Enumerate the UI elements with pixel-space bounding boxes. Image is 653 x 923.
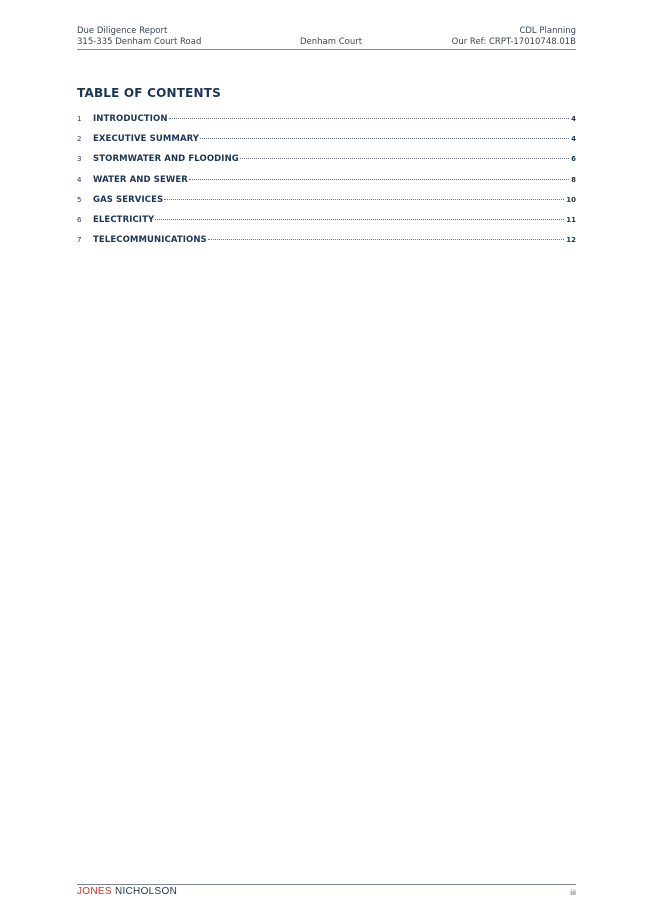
toc-leader-dots [200,138,569,139]
toc-entry-page[interactable]: 10 [566,195,576,204]
toc-leader-dots [169,118,570,119]
client-name: CDL Planning [519,26,576,36]
toc-leader-dots [208,239,564,240]
toc-leader-dots [240,158,569,159]
toc-entry-number: 1 [77,115,82,123]
toc-entry-page[interactable]: 6 [571,155,576,164]
toc-entry-label[interactable]: STORMWATER AND FLOODING [93,154,239,165]
toc-entry-water-and-sewer[interactable] [77,175,576,195]
toc-entry-page[interactable]: 12 [566,236,576,245]
toc-entry-page[interactable]: 4 [571,135,576,144]
toc-entry-gas-services[interactable] [77,195,576,215]
toc-leader-dots [189,179,569,180]
toc-entry-number: 5 [77,195,82,204]
toc-entry-label[interactable]: INTRODUCTION [93,114,168,124]
footer-divider [77,884,576,885]
reference-number: Our Ref: CRPT-17010748.01B [451,37,576,47]
table-of-contents [77,114,576,255]
toc-title: TABLE OF CONTENTS [77,86,221,100]
page-number: iii [570,889,576,897]
site-suburb: Denham Court [300,37,363,47]
toc-leader-dots [164,199,564,200]
toc-entry-telecommunications[interactable] [77,235,576,255]
header-divider [77,49,576,50]
toc-entry-label[interactable]: TELECOMMUNICATIONS [93,235,207,246]
page-header [77,26,576,48]
toc-entry-executive-summary[interactable] [77,134,576,154]
toc-entry-introduction[interactable] [77,114,576,134]
toc-entry-number: 7 [77,236,82,245]
toc-entry-number: 6 [77,215,82,224]
toc-entry-electricity[interactable] [77,215,576,235]
toc-entry-label[interactable]: ELECTRICITY [93,214,155,225]
company-logo [77,886,177,897]
toc-entry-number: 2 [77,135,82,144]
toc-entry-label[interactable]: WATER AND SEWER [93,174,188,185]
toc-entry-page[interactable]: 4 [571,115,576,123]
header-row-1 [77,26,576,37]
toc-entry-label[interactable]: GAS SERVICES [93,194,164,205]
site-address: 315-335 Denham Court Road [77,37,202,47]
toc-entry-stormwater-and-flooding[interactable] [77,154,576,174]
toc-entry-number: 4 [77,175,82,184]
toc-leader-dots [155,219,564,220]
logo-word-jones: JONES [77,886,112,897]
report-title: Due Diligence Report [77,26,168,36]
toc-entry-label[interactable]: EXECUTIVE SUMMARY [93,134,200,145]
logo-word-nicholson: NICHOLSON [114,886,178,897]
toc-entry-number: 3 [77,155,82,164]
toc-entry-page[interactable]: 11 [566,215,576,224]
toc-entry-page[interactable]: 8 [571,175,576,184]
header-row-2 [77,37,576,48]
